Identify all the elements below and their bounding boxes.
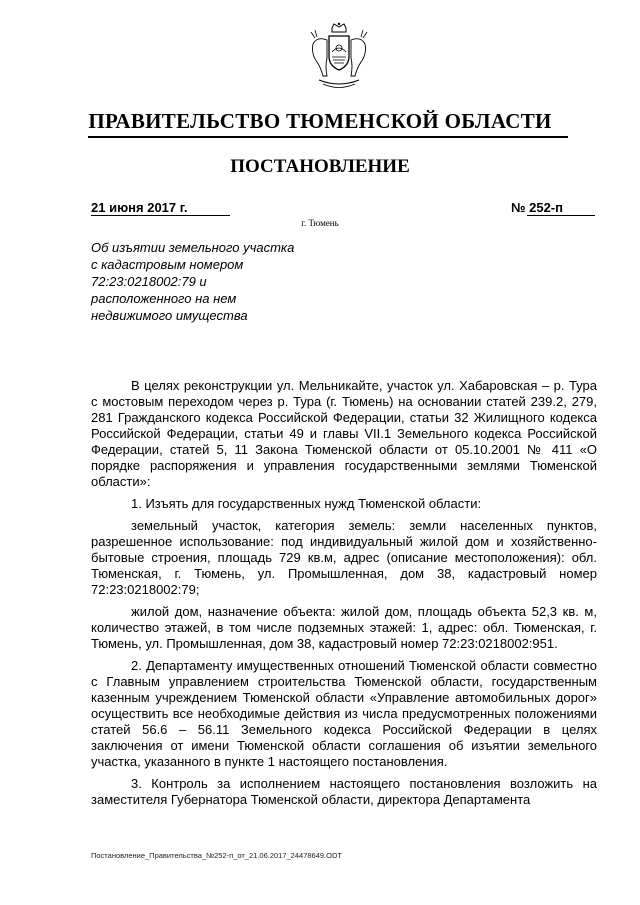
document-type-heading: ПОСТАНОВЛЕНИЕ bbox=[230, 156, 410, 177]
document-date: 21 июня 2017 г. bbox=[91, 200, 188, 215]
organization-title: ПРАВИТЕЛЬСТВО ТЮМЕНСКОЙ ОБЛАСТИ bbox=[88, 109, 552, 133]
number-underline bbox=[527, 215, 595, 216]
document-body bbox=[91, 378, 597, 814]
date-underline bbox=[91, 215, 230, 216]
subject-line: недвижимого имущества bbox=[91, 308, 248, 323]
title-divider bbox=[88, 136, 568, 138]
city-label: г. Тюмень bbox=[301, 218, 339, 228]
body-paragraph: земельный участок, категория земель: земли населенных пунктов, разрешенное использование: под индивидуальный жилой дом и хозяйственно-бытовые строения, площадь 729 кв.м, адрес (описание местоположения): обл. Тюменская, г. Тюмень, ул. Промышленная, дом 38, кадастровый номер 72:23:0218002:79; bbox=[91, 518, 597, 597]
body-paragraph: 3. Контроль за исполнением настоящего постановления возложить на заместителя Губернатора Тюменской области, директора Департамента bbox=[91, 776, 597, 807]
subject-line: Об изъятии земельного участка bbox=[91, 240, 295, 255]
subject-line: расположенного на нем bbox=[91, 291, 237, 306]
subject-line: с кадастровым номером bbox=[91, 257, 244, 272]
document-subject bbox=[91, 239, 331, 324]
body-paragraph: В целях реконструкции ул. Мельникайте, участок ул. Хабаровская – р. Тура с мостовым переходом через р. Тура (г. Тюмень) на основании статей 239.2, 279, 281 Гражданского кодекса Российской Федерации, статьи 32 Жилищного кодекса Российской Федерации, статьи 49 и главы VII.1 Земельного кодекса Российской Федерации, статей 5, 11 Закона Тюменской области от 05.10.2001 № 411 «О порядке распоряжения и управления государственными землями Тюменской области»: bbox=[91, 378, 597, 489]
body-paragraph: жилой дом, назначение объекта: жилой дом, площадь объекта 52,3 кв. м, количество этажей, в том числе подземных этажей: 1, адрес: обл. Тюменская, г. Тюмень, ул. Промышленная, дом 38, кадастровый номер 72:23:0218002:951. bbox=[91, 604, 597, 651]
coat-of-arms-emblem bbox=[303, 22, 375, 92]
file-footer: Постановление_Правительства_№252-п_от_21.06.2017_24478649.ODT bbox=[91, 851, 342, 860]
body-paragraph: 1. Изъять для государственных нужд Тюменской области: bbox=[131, 496, 482, 511]
subject-line: 72:23:0218002:79 и bbox=[91, 274, 207, 289]
document-number: № 252-п bbox=[511, 200, 563, 215]
body-paragraph: 2. Департаменту имущественных отношений Тюменской области совместно с Главным управлением строительства Тюменской области, государственным казенным учреждением Тюменской области «Управление автомобильных дорог» осуществить все необходимые действия из числа предусмотренных положениями статей 56.6 – 56.11 Земельного кодекса Российской Федерации в целях заключения от имени Тюменской области соглашения об изъятии земельного участка, указанного в пункте 1 настоящего постановления. bbox=[91, 658, 597, 769]
